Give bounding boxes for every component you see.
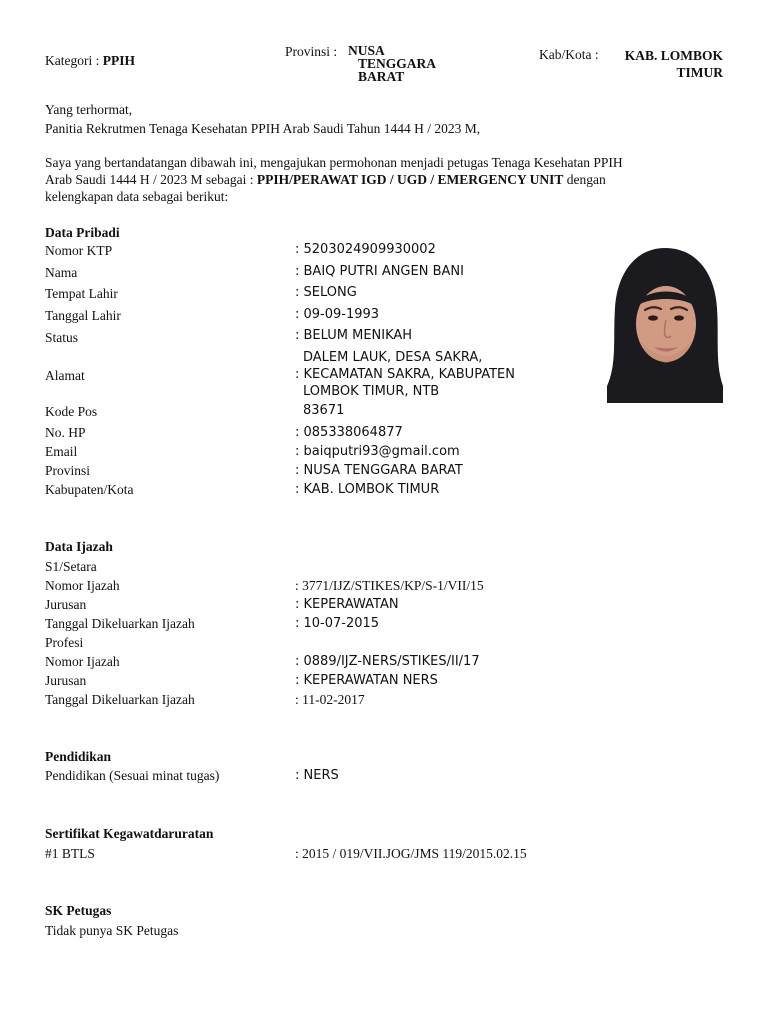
kode-pos-value: 83671 [303,403,345,418]
body-line-3: kelengkapan data sebagai berikut: [45,189,229,204]
kabkota-value: : KAB. LOMBOK TIMUR [295,482,440,497]
s1-tanggal-label: Tanggal Dikeluarkan Ijazah [45,616,195,631]
kabkota-line-1: KAB. LOMBOK [624,48,723,63]
nomor-ktp-label: Nomor KTP [45,243,113,258]
nomor-ktp-value: : 5203024909930002 [295,242,436,257]
provinsi-line-2: TENGGARA [358,56,437,71]
s1-subheading: S1/Setara [45,559,97,574]
kabkota-label: Kabupaten/Kota [45,482,134,497]
portrait-illustration [607,246,723,403]
tanggal-lahir-label: Tanggal Lahir [45,308,121,323]
alamat-line-2: : KECAMATAN SAKRA, KABUPATEN [295,367,515,382]
s1-nomor-label: Nomor Ijazah [45,578,120,593]
kategori-value: PPIH [102,53,135,68]
profesi-tanggal-label: Tanggal Dikeluarkan Ijazah [45,692,195,707]
kode-pos-label: Kode Pos [45,404,98,419]
tanggal-lahir-value: : 09-09-1993 [295,307,380,322]
provinsi-line-3: BARAT [358,69,405,84]
sk-text: Tidak punya SK Petugas [45,923,179,938]
s1-tanggal-value: : 10-07-2015 [295,616,380,631]
applied-role: PPIH/PERAWAT IGD / UGD / EMERGENCY UNIT [256,172,564,187]
profesi-jurusan-label: Jurusan [45,673,87,688]
profesi-subheading: Profesi [45,635,84,650]
pendidikan-value: : NERS [295,768,339,783]
kabkota-value-header [625,47,723,81]
body-line-2-prefix: Arab Saudi 1444 H / 2023 M sebagai : [45,172,257,187]
profesi-jurusan-value: : KEPERAWATAN NERS [295,673,438,688]
section-heading-sk: SK Petugas [45,903,112,918]
alamat-line-3: LOMBOK TIMUR, NTB [303,384,440,399]
profesi-nomor-label: Nomor Ijazah [45,654,120,669]
kategori-label: Kategori : [45,53,103,68]
email-label: Email [45,444,78,459]
kabkota-label-header: Kab/Kota : [539,47,599,62]
email-value: : baiqputri93@gmail.com [295,444,460,459]
hp-value: : 085338064877 [295,425,403,440]
body-line-1: Saya yang bertandatangan dibawah ini, mengajukan permohonan menjadi petugas Tenaga Kesehatan PPIH [45,155,623,170]
hp-label: No. HP [45,425,86,440]
status-value: : BELUM MENIKAH [295,328,413,343]
section-heading-sertifikat: Sertifikat Kegawatdaruratan [45,826,214,841]
sertifikat-label: #1 BTLS [45,846,95,861]
body-line-2 [45,172,606,188]
status-label: Status [45,330,79,345]
nama-label: Nama [45,265,78,280]
provinsi-label-header: Provinsi : [285,44,338,59]
recipient: Panitia Rekrutmen Tenaga Kesehatan PPIH Arab Saudi Tahun 1444 H / 2023 M, [45,121,481,136]
salutation: Yang terhormat, [45,102,133,117]
section-heading-pendidikan: Pendidikan [45,749,112,764]
s1-jurusan-value: : KEPERAWATAN [295,597,399,612]
provinsi-value-header [348,44,436,83]
provinsi-line-1: NUSA [348,43,385,58]
s1-nomor-value: : 3771/IJZ/STIKES/KP/S-1/VII/15 [295,578,484,593]
profesi-nomor-value: : 0889/IJZ-NERS/STIKES/II/17 [295,654,480,669]
alamat-label: Alamat [45,368,85,383]
profesi-tanggal-value: : 11-02-2017 [295,692,365,707]
s1-jurusan-label: Jurusan [45,597,87,612]
nama-value: : BAIQ PUTRI ANGEN BANI [295,264,464,279]
kategori-field [45,53,135,69]
provinsi-label: Provinsi [45,463,91,478]
applicant-photo [607,246,723,403]
tempat-lahir-label: Tempat Lahir [45,286,118,301]
section-heading-ijazah: Data Ijazah [45,539,113,554]
kabkota-line-2: TIMUR [676,65,723,80]
alamat-line-1: DALEM LAUK, DESA SAKRA, [303,350,483,365]
section-heading-pribadi: Data Pribadi [45,225,120,240]
sertifikat-value: : 2015 / 019/VII.JOG/JMS 119/2015.02.15 [295,846,527,861]
tempat-lahir-value: : SELONG [295,285,357,300]
body-line-2-suffix: dengan [563,172,606,187]
pendidikan-label: Pendidikan (Sesuai minat tugas) [45,768,220,783]
provinsi-value: : NUSA TENGGARA BARAT [295,463,463,478]
